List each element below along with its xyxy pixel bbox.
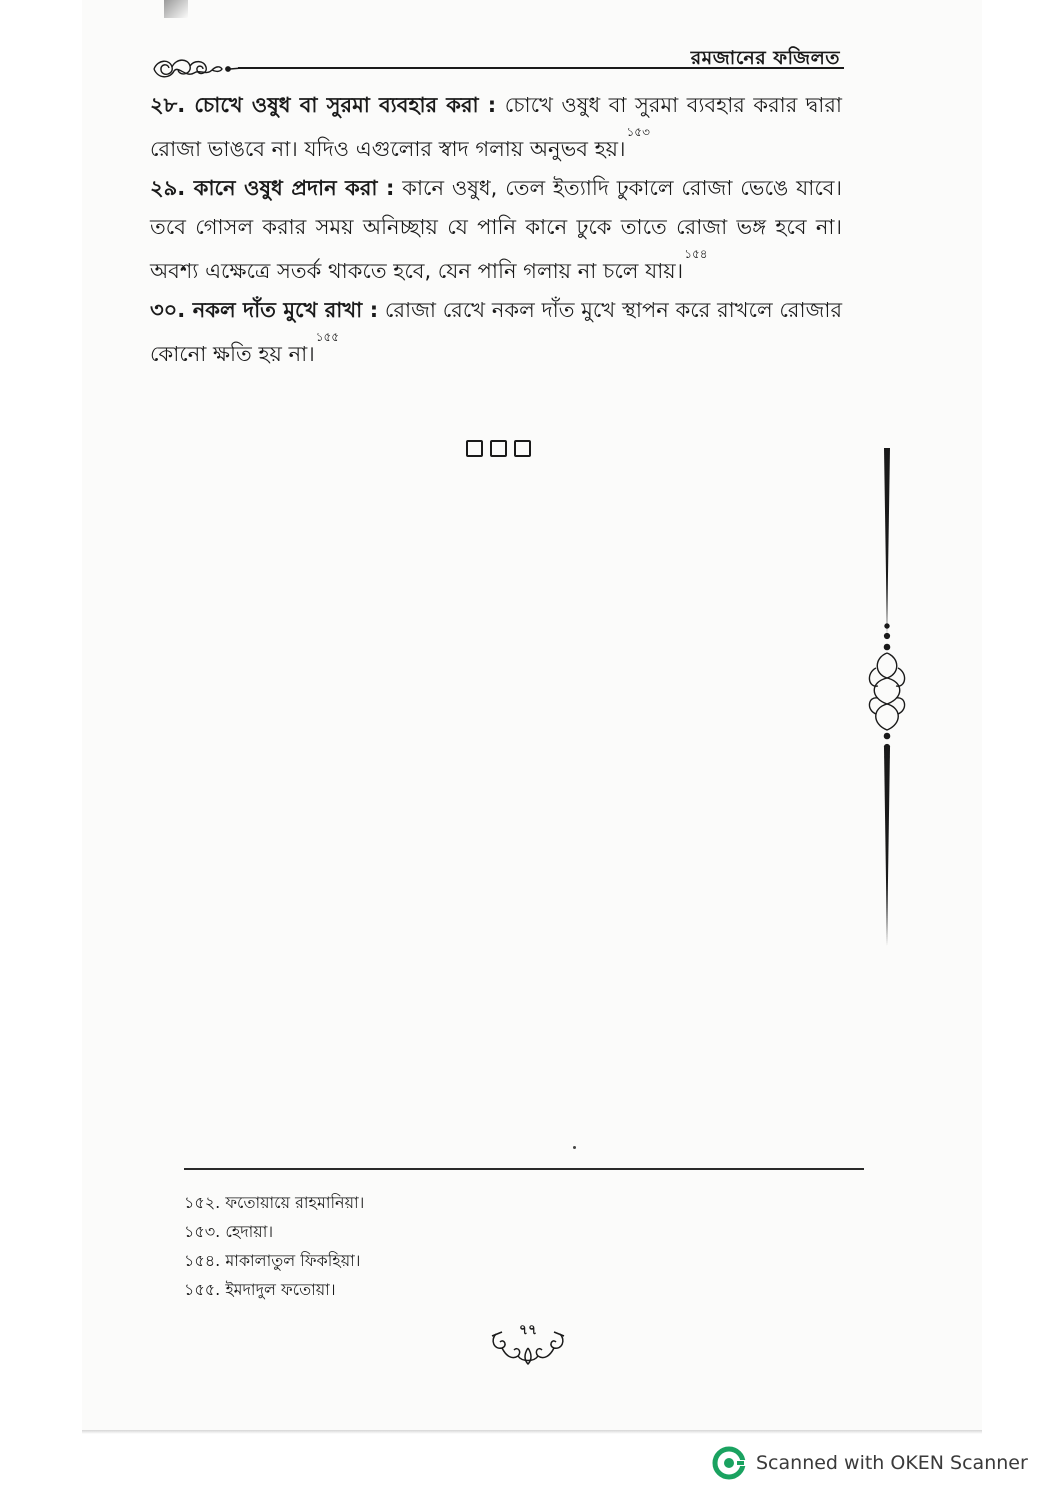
running-header xyxy=(150,44,840,84)
entry-30 xyxy=(150,291,842,374)
entry-text: রোজা রেখে নকল দাঁত মুখে স্থাপন করে রাখলে রোজার কোনো ক্ষতি হয় না। xyxy=(150,298,842,366)
entry-29 xyxy=(150,169,842,291)
footnote-reference[interactable]: ১৫৩ xyxy=(626,125,650,139)
scan-speck xyxy=(573,1146,576,1149)
entry-heading: ৩০. নকল দাঁত মুখে রাখা : xyxy=(150,298,379,322)
scanner-watermark xyxy=(712,1446,1028,1480)
entry-text: কানে ওষুধ, তেল ইত্যাদি ঢুকালে রোজা ভেঙে যাবে। তবে গোসল করার সময় অনিচ্ছায় যে পানি কানে ঢুকে তাতে রোজা ভঙ্গ হবে না। অবশ্য এক্ষেত্রে সতর্ক থাকতে হবে, যেন পানি গলায় না চলে যায়। xyxy=(150,176,842,283)
page-number: ৭৭ xyxy=(518,1322,538,1338)
entry-28 xyxy=(150,86,842,169)
footnotes xyxy=(184,1188,684,1304)
page-number-flourish-icon xyxy=(488,1326,568,1368)
scroll-flourish-icon xyxy=(150,56,242,82)
footnote-rule xyxy=(184,1168,864,1170)
scan-edge xyxy=(82,1430,982,1434)
footnote-152: ১৫২. ফতোয়ায়ে রাহমানিয়া। xyxy=(184,1193,365,1212)
vertical-flourish-icon xyxy=(862,448,912,946)
footnote-154: ১৫৪. মাকালাতুল ফিকহিয়া। xyxy=(184,1251,361,1270)
end-box-icon xyxy=(514,440,531,457)
scan-corner-shadow xyxy=(164,0,188,18)
footnote-155: ১৫৫. ইমদাদুল ফতোয়া। xyxy=(184,1280,336,1299)
section-end-mark xyxy=(466,440,531,457)
footnote-153: ১৫৩. হেদায়া। xyxy=(184,1222,274,1241)
body-text xyxy=(150,86,842,374)
page-footer xyxy=(488,1318,568,1368)
end-box-icon xyxy=(490,440,507,457)
entry-text: চোখে ওষুধ বা সুরমা ব্যবহার করার দ্বারা রোজা ভাঙবে না। যদিও এগুলোর স্বাদ গলায় অনুভব হয়। xyxy=(150,93,842,161)
footnote-reference[interactable]: ১৫৫ xyxy=(315,330,340,344)
running-title: রমজানের ফজিলত xyxy=(690,47,840,69)
end-box-icon xyxy=(466,440,483,457)
scanner-label: Scanned with OKEN Scanner xyxy=(756,1452,1028,1474)
oken-scanner-logo-icon xyxy=(712,1446,746,1480)
entry-heading: ২৮. চোখে ওষুধ বা সুরমা ব্যবহার করা : xyxy=(150,93,497,117)
entry-heading: ২৯. কানে ওষুধ প্রদান করা : xyxy=(150,176,395,200)
footnote-reference[interactable]: ১৫৪ xyxy=(684,247,708,261)
